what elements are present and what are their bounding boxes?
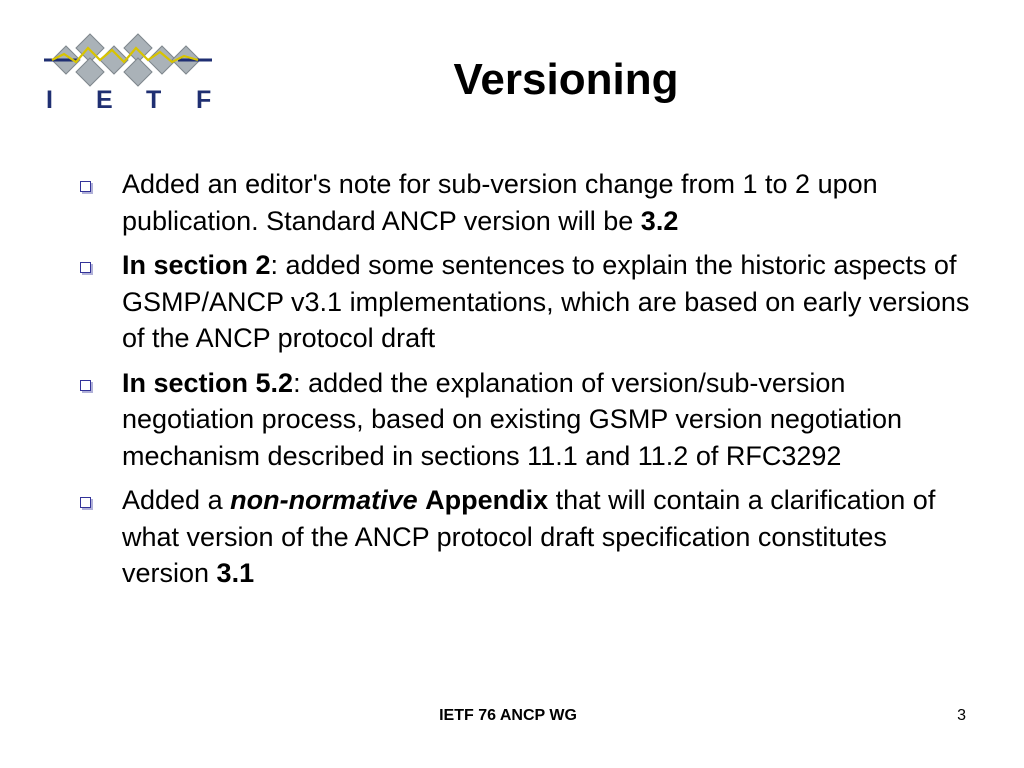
square-bullet-icon [80,497,91,508]
logo-letter: T [146,86,162,114]
bullet-text: In section 5.2: added the explanation of version/sub-version negotiation process, based on existing GSMP version negotiation mechanism described in sections 11.1 and 11.2 of RFC3292 [122,367,902,471]
bullet-text: Added a non-normative Appendix that will contain a clarification of what version of the ANCP protocol draft specification constitutes version 3.1 [122,485,936,588]
page-number: 3 [957,707,966,724]
footer-text: IETF 76 ANCP WG [439,707,577,724]
ietf-logo-letters [38,86,218,114]
logo-diamond [76,58,104,86]
bullet-item [76,166,976,239]
logo-letter: I [46,86,53,114]
bullet-item [76,482,976,592]
bullet-item [76,365,976,475]
ietf-logo-mark [38,30,218,90]
logo-letter: F [196,86,212,114]
square-bullet-icon [80,380,91,391]
logo-diamond [124,58,152,86]
bullet-item [76,247,976,357]
bullet-text: Added an editor's note for sub-version change from 1 to 2 upon publication. Standard ANCP version will be 3.2 [122,169,878,236]
ietf-logo [38,30,218,114]
slide-title: Versioning [453,55,679,104]
bullet-list [76,166,976,600]
bullet-text: In section 2: added some sentences to explain the historic aspects of GSMP/ANCP v3.1 implementations, which are based on early versions of the ANCP protocol draft [122,250,970,353]
square-bullet-icon [80,181,91,192]
square-bullet-icon [80,262,91,273]
logo-diamond [100,46,128,74]
logo-letter: E [96,86,113,114]
